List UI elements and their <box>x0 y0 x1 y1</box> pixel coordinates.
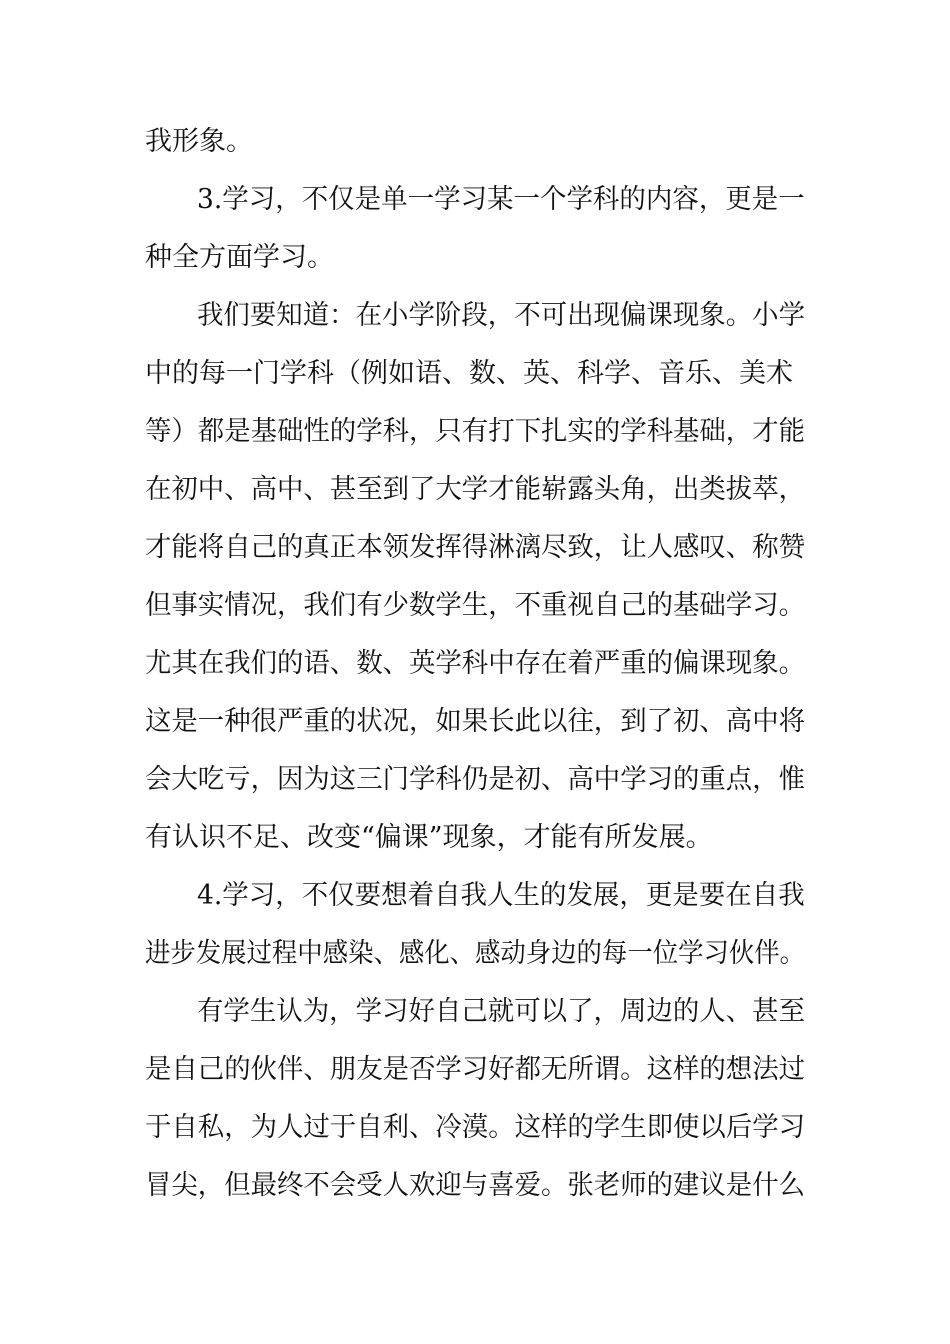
text-line: 种全方面学习。 <box>145 242 334 273</box>
text-line: 等）都是基础性的学科，只有打下扎实的学科基础，才能 <box>145 416 806 447</box>
text-line: 冒尖，但最终不会受人欢迎与喜爱。张老师的建议是什么 <box>145 1170 806 1201</box>
text-line: 在初中、高中、甚至到了大学才能崭露头角，出类拔萃， <box>145 474 806 505</box>
text-line: 3.学习，不仅是单一学习某一个学科的内容，更是一 <box>197 184 805 215</box>
text-line: 有学生认为，学习好自己就可以了，周边的人、甚至 <box>197 996 806 1027</box>
text-line: 尤其在我们的语、数、英学科中存在着严重的偏课现象。 <box>145 648 806 679</box>
text-line: 是自己的伙伴、朋友是否学习好都无所谓。这样的想法过 <box>145 1054 806 1085</box>
text-line: 有认识不足、改变“偏课”现象，才能有所发展。 <box>145 822 713 853</box>
text-line: 这是一种很严重的状况，如果长此以往，到了初、高中将 <box>145 706 806 737</box>
text-line: 我形象。 <box>145 126 253 157</box>
text-line: 4.学习，不仅要想着自我人生的发展，更是要在自我 <box>197 880 805 911</box>
text-line: 我们要知道：在小学阶段，不可出现偏课现象。小学 <box>197 300 806 331</box>
text-line: 会大吃亏，因为这三门学科仍是初、高中学习的重点，惟 <box>145 764 806 795</box>
text-line: 中的每一门学科（例如语、数、英、科学、音乐、美术 <box>145 358 793 389</box>
text-line: 于自私，为人过于自利、冷漠。这样的学生即使以后学习 <box>145 1112 806 1143</box>
text-line: 进步发展过程中感染、感化、感动身边的每一位学习伙伴。 <box>145 938 806 969</box>
text-line: 才能将自己的真正本领发挥得淋漓尽致，让人感叹、称赞 <box>145 532 806 563</box>
text-line: 但事实情况，我们有少数学生，不重视自己的基础学习。 <box>145 590 806 621</box>
